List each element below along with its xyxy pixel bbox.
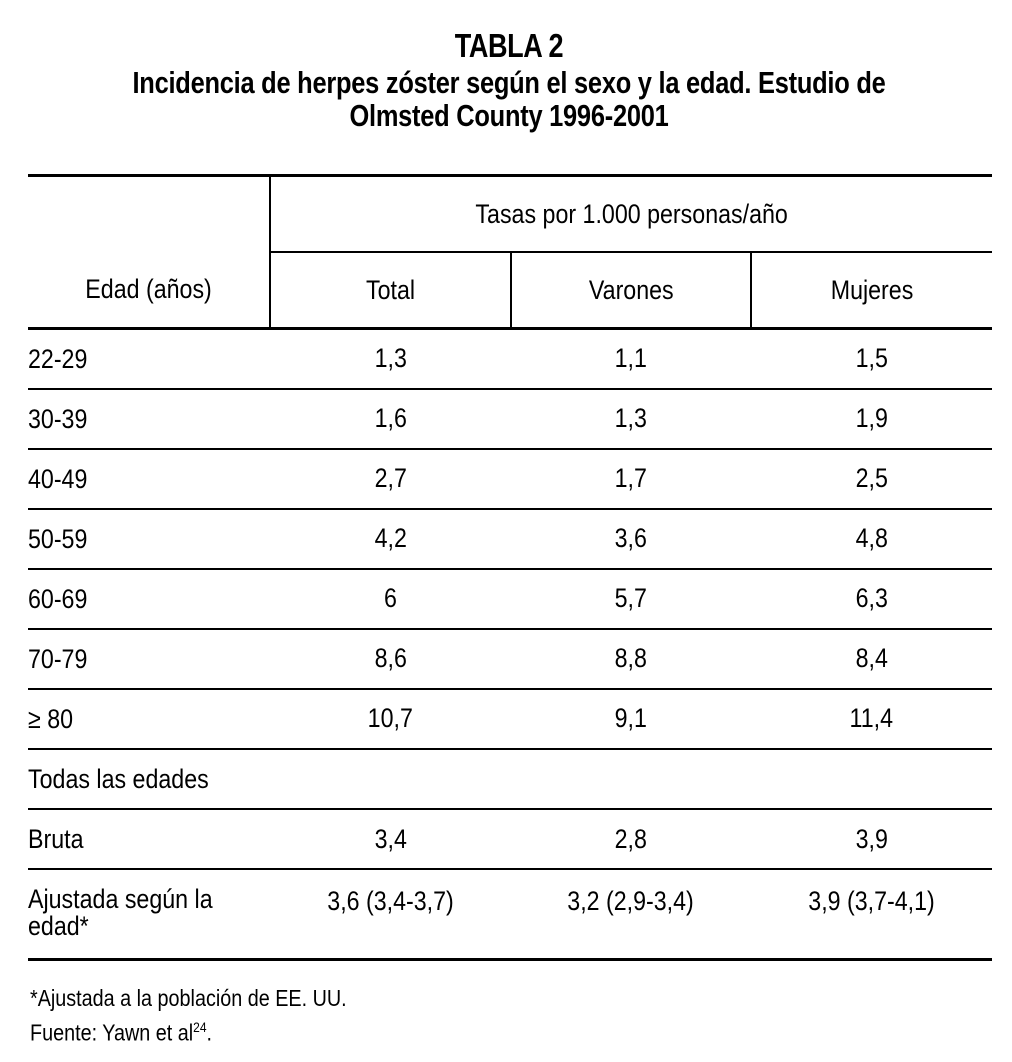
cell-total: 10,7 (270, 689, 511, 749)
group-header: Tasas por 1.000 personas/año (270, 176, 992, 253)
table-row (28, 389, 992, 449)
footnote-source-text: Fuente: Yawn et al (30, 1019, 194, 1046)
cell-total: 8,6 (270, 629, 511, 689)
cell-age: 40-49 (28, 449, 270, 509)
cell-male: 1,7 (511, 449, 751, 509)
cell-female: 8,4 (751, 629, 992, 689)
cell-adjusted-male: 3,2 (2,9-3,4) (511, 869, 751, 960)
column-header-total: Total (270, 252, 511, 329)
table-row-adjusted (28, 869, 992, 960)
cell-male: 1,1 (511, 329, 751, 390)
footnote-source-reference: 24 (193, 1019, 207, 1035)
cell-age: 22-29 (28, 329, 270, 390)
table-label: TABLA 2 (454, 27, 564, 64)
table-row-crude (28, 809, 992, 869)
footnote-adjusted: *Ajustada a la población de EE. UU. (30, 985, 347, 1011)
cell-crude-female: 3,9 (751, 809, 992, 869)
cell-age: 30-39 (28, 389, 270, 449)
cell-adjusted-female: 3,9 (3,7-4,1) (751, 869, 992, 960)
footnote-source-end: . (206, 1019, 213, 1046)
table-row (28, 509, 992, 569)
table-row (28, 629, 992, 689)
cell-male: 9,1 (511, 689, 751, 749)
table-title-block (28, 26, 990, 132)
cell-age: 70-79 (28, 629, 270, 689)
cell-female: 1,5 (751, 329, 992, 390)
cell-female: 4,8 (751, 509, 992, 569)
table-title-line-2: Olmsted County 1996-2001 (349, 98, 669, 133)
cell-adjusted-label: Ajustada según la edad* (28, 869, 270, 960)
cell-age: ≥ 80 (28, 689, 270, 749)
table-row (28, 689, 992, 749)
cell-male: 5,7 (511, 569, 751, 629)
cell-female: 2,5 (751, 449, 992, 509)
cell-female: 6,3 (751, 569, 992, 629)
cell-total: 6 (270, 569, 511, 629)
table-title-line-1: Incidencia de herpes zóster según el sexo y la edad. Estudio de (132, 65, 886, 100)
cell-age: 60-69 (28, 569, 270, 629)
cell-total: 1,3 (270, 329, 511, 390)
table-row (28, 329, 992, 390)
cell-male: 8,8 (511, 629, 751, 689)
header-blank-cell (28, 176, 270, 253)
cell-age: 50-59 (28, 509, 270, 569)
column-header-male: Varones (511, 252, 751, 329)
header-row-columns (28, 252, 992, 329)
table-row-all-ages (28, 749, 992, 809)
cell-total: 4,2 (270, 509, 511, 569)
cell-female: 11,4 (751, 689, 992, 749)
cell-total: 1,6 (270, 389, 511, 449)
footnote-source (30, 1013, 347, 1048)
column-header-age: Edad (años) (28, 252, 270, 329)
header-row-group (28, 176, 992, 253)
cell-male: 3,6 (511, 509, 751, 569)
cell-total: 2,7 (270, 449, 511, 509)
table-row (28, 449, 992, 509)
table-row (28, 569, 992, 629)
table-footnotes (30, 984, 398, 1048)
cell-crude-label: Bruta (28, 809, 270, 869)
incidence-table (28, 174, 992, 961)
cell-all-ages-label: Todas las edades (28, 749, 992, 809)
cell-male: 1,3 (511, 389, 751, 449)
cell-crude-total: 3,4 (270, 809, 511, 869)
column-header-female: Mujeres (751, 252, 992, 329)
cell-crude-male: 2,8 (511, 809, 751, 869)
cell-female: 1,9 (751, 389, 992, 449)
cell-adjusted-total: 3,6 (3,4-3,7) (270, 869, 511, 960)
